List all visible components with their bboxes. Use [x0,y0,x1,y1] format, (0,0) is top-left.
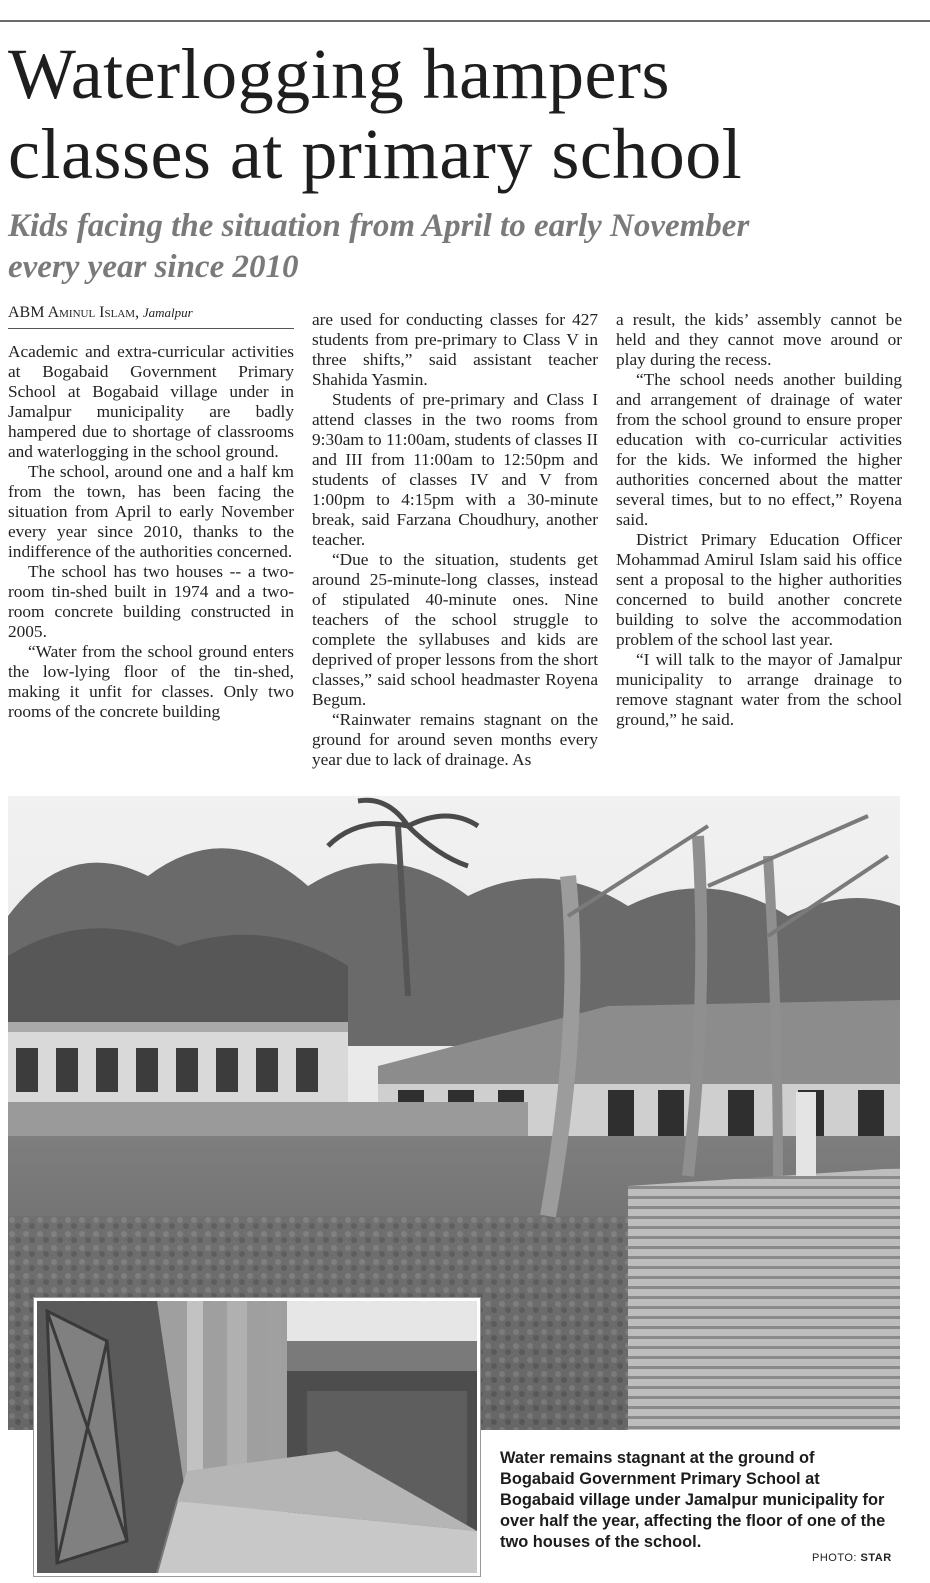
paragraph: Students of pre-primary and Class I attend classes in the two rooms from 9:30am to 11:00am, students of classes II and III from 11:00am to 12:50pm and students of classes IV and V from 1:00pm to 4:15pm with a 30-minute break, said Farzana Choudhury, another teacher. [312,390,598,549]
headline-line: classes at primary school [8,114,743,194]
author-name: ABM Aminul Islam, [8,304,140,321]
subhead-line: every year since 2010 [8,249,299,285]
paragraph: District Primary Education Officer Mohammad Amirul Islam said his office sent a proposal to the higher authorities concerned to build another concrete building to solve the accommodation problem of the school last year. [616,530,902,649]
paragraph: The school has two houses -- a two-room tin-shed built in 1974 and a two-room concrete building constructed in 2005. [8,562,294,641]
credit-source: STAR [860,1552,892,1564]
photo-credit [812,1552,892,1564]
paragraph: “Rainwater remains stagnant on the ground for around seven months every year due to lack of drainage. As [312,710,598,769]
top-rule [0,20,930,22]
byline [8,304,294,329]
tin-shed-veranda-photo [37,1301,477,1573]
subheadline [8,206,908,288]
paragraph: “Water from the school ground enters the low-lying floor of the tin-shed, making it unfit for classes. Only two rooms of the concrete building [8,642,294,721]
headline-line: Waterlogging hampers [8,34,671,114]
article-column-1 [8,342,294,722]
paragraph: “I will talk to the mayor of Jamalpur municipality to arrange drainage to remove stagnant water from the school ground,” he said. [616,650,902,729]
caption-line: over half the year, affecting the floor of one of the [500,1512,886,1530]
paragraph: “The school needs another building and arrangement of drainage of water from the school ground to ensure proper education with co-curricular activities for the kids. We informed the higher authorities concerned about the matter several times, but to no effect,” Royena said. [616,370,902,529]
inset-photo [34,1298,480,1576]
caption-line: Bogabaid Government Primary School at [500,1470,820,1488]
paragraph: are used for conducting classes for 427 students from pre-primary to Class V in three shifts,” said assistant teacher Shahida Yasmin. [312,310,598,389]
caption-line: Bogabaid village under Jamalpur municipality for [500,1491,885,1509]
subhead-line: Kids facing the situation from April to early November [8,208,750,244]
paragraph: a result, the kids’ assembly cannot be held and they cannot move around or play during the recess. [616,310,902,369]
headline [8,34,908,194]
paragraph: The school, around one and a half km from the town, has been facing the situation from April to early November every year since 2010, thanks to the indifference of the authorities concerned. [8,462,294,561]
article-column-2 [312,310,598,770]
photo-caption [500,1448,910,1553]
caption-line: two houses of the school. [500,1533,702,1551]
paragraph: Academic and extra-curricular activities at Bogabaid Government Primary School at Bogabaid village under in Jamalpur municipality are badly hampered due to shortage of classrooms and waterlogging in the school ground. [8,342,294,461]
credit-prefix: PHOTO: [812,1552,857,1564]
paragraph: “Due to the situation, students get around 25-minute-long classes, instead of stipulated 40-minute ones. Nine teachers of the school struggle to complete the syllabuses and kids are deprived of proper lessons from the short classes,” said school headmaster Royena Begum. [312,550,598,709]
caption-line: Water remains stagnant at the ground of [500,1449,815,1467]
article-column-3 [616,310,902,730]
author-location: Jamalpur [142,305,193,320]
